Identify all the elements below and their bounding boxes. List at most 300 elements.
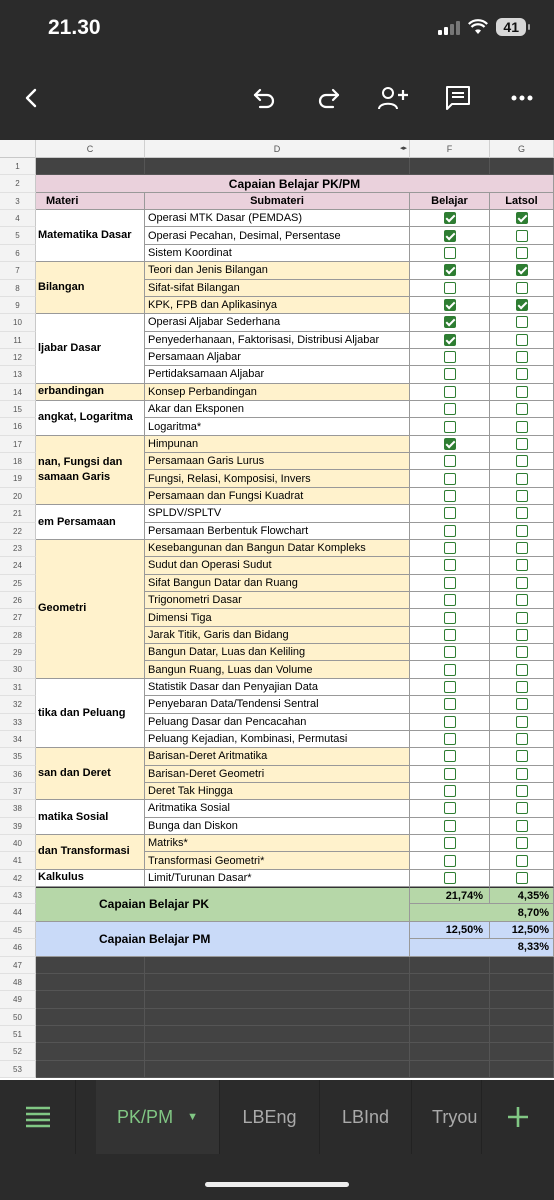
checkbox-cell[interactable] <box>410 644 490 661</box>
submateri-cell[interactable]: Barisan-Deret Aritmatika <box>145 748 410 765</box>
row-number[interactable]: 5 <box>0 227 36 244</box>
row-number[interactable]: 30 <box>0 661 36 678</box>
row-number[interactable]: 3 <box>0 193 36 210</box>
checkbox-cell[interactable] <box>490 262 554 279</box>
row-number[interactable]: 49 <box>0 991 36 1008</box>
materi-group-cell[interactable]: ljabar Dasar <box>36 314 145 383</box>
checkbox-unchecked[interactable] <box>516 334 528 346</box>
empty-cell[interactable] <box>410 1009 490 1026</box>
checkbox-cell[interactable] <box>490 332 554 349</box>
row-number[interactable]: 32 <box>0 696 36 713</box>
empty-cell[interactable] <box>490 957 554 974</box>
checkbox-unchecked[interactable] <box>516 594 528 606</box>
row-number[interactable]: 40 <box>0 835 36 852</box>
checkbox-cell[interactable] <box>490 644 554 661</box>
row-number[interactable]: 20 <box>0 488 36 505</box>
row-number[interactable]: 41 <box>0 852 36 869</box>
checkbox-checked[interactable] <box>516 299 528 311</box>
checkbox-unchecked[interactable] <box>516 612 528 624</box>
empty-cell[interactable] <box>410 991 490 1008</box>
tab-tryout[interactable]: Tryou <box>412 1080 482 1154</box>
materi-group-cell[interactable]: tika dan Peluang <box>36 679 145 748</box>
checkbox-cell[interactable] <box>490 783 554 800</box>
row-number[interactable]: 53 <box>0 1061 36 1078</box>
row-number[interactable]: 6 <box>0 245 36 262</box>
submateri-cell[interactable]: Matriks* <box>145 835 410 852</box>
row-number[interactable]: 42 <box>0 870 36 887</box>
checkbox-cell[interactable] <box>490 557 554 574</box>
checkbox-cell[interactable] <box>490 627 554 644</box>
checkbox-unchecked[interactable] <box>516 386 528 398</box>
checkbox-cell[interactable] <box>490 748 554 765</box>
materi-group-cell[interactable]: Bilangan <box>36 262 145 314</box>
checkbox-cell[interactable] <box>490 470 554 487</box>
checkbox-unchecked[interactable] <box>516 559 528 571</box>
checkbox-cell[interactable] <box>490 488 554 505</box>
materi-group-cell[interactable]: dan Transformasi <box>36 835 145 870</box>
row-number[interactable]: 29 <box>0 644 36 661</box>
empty-cell[interactable] <box>145 974 410 991</box>
tab-lbind[interactable]: LBInd <box>320 1080 412 1154</box>
submateri-cell[interactable]: Penyebaran Data/Tendensi Sentral <box>145 696 410 713</box>
checkbox-cell[interactable] <box>410 609 490 626</box>
checkbox-checked[interactable] <box>444 316 456 328</box>
checkbox-unchecked[interactable] <box>444 559 456 571</box>
submateri-cell[interactable]: SPLDV/SPLTV <box>145 505 410 522</box>
row-number[interactable]: 38 <box>0 800 36 817</box>
checkbox-checked[interactable] <box>516 212 528 224</box>
empty-cell[interactable] <box>410 1061 490 1078</box>
checkbox-unchecked[interactable] <box>444 421 456 433</box>
submateri-cell[interactable]: Akar dan Eksponen <box>145 401 410 418</box>
row-number[interactable]: 52 <box>0 1043 36 1060</box>
row-number[interactable]: 28 <box>0 627 36 644</box>
checkbox-cell[interactable] <box>410 800 490 817</box>
more-icon[interactable] <box>502 78 542 118</box>
materi-group-cell[interactable]: san dan Deret <box>36 748 145 800</box>
empty-cell[interactable] <box>36 158 145 175</box>
checkbox-unchecked[interactable] <box>516 542 528 554</box>
checkbox-unchecked[interactable] <box>444 490 456 502</box>
tab-pk-pm[interactable] <box>96 1080 220 1154</box>
checkbox-cell[interactable] <box>490 766 554 783</box>
checkbox-cell[interactable] <box>410 418 490 435</box>
checkbox-cell[interactable] <box>490 540 554 557</box>
checkbox-unchecked[interactable] <box>444 802 456 814</box>
checkbox-cell[interactable] <box>490 227 554 244</box>
checkbox-cell[interactable] <box>490 384 554 401</box>
checkbox-unchecked[interactable] <box>516 716 528 728</box>
materi-group-cell[interactable]: matika Sosial <box>36 800 145 835</box>
checkbox-cell[interactable] <box>490 505 554 522</box>
tab-dropdown-icon[interactable]: ▼ <box>187 1111 198 1123</box>
checkbox-unchecked[interactable] <box>444 698 456 710</box>
submateri-cell[interactable]: Statistik Dasar dan Penyajian Data <box>145 679 410 696</box>
row-number[interactable]: 37 <box>0 783 36 800</box>
checkbox-unchecked[interactable] <box>516 247 528 259</box>
checkbox-cell[interactable] <box>410 436 490 453</box>
checkbox-cell[interactable] <box>490 297 554 314</box>
row-number[interactable]: 18 <box>0 453 36 470</box>
checkbox-cell[interactable] <box>410 227 490 244</box>
empty-cell[interactable] <box>36 991 145 1008</box>
checkbox-unchecked[interactable] <box>444 473 456 485</box>
row-number[interactable]: 17 <box>0 436 36 453</box>
row-number[interactable]: 44 <box>0 904 36 921</box>
checkbox-unchecked[interactable] <box>516 802 528 814</box>
row-number[interactable]: 50 <box>0 1009 36 1026</box>
checkbox-unchecked[interactable] <box>516 698 528 710</box>
redo-icon[interactable] <box>308 78 348 118</box>
row-number[interactable]: 51 <box>0 1026 36 1043</box>
checkbox-cell[interactable] <box>410 870 490 887</box>
submateri-cell[interactable]: Operasi Aljabar Sederhana <box>145 314 410 331</box>
submateri-cell[interactable]: Fungsi, Relasi, Komposisi, Invers <box>145 470 410 487</box>
row-number[interactable]: 43 <box>0 887 36 904</box>
checkbox-cell[interactable] <box>490 245 554 262</box>
checkbox-unchecked[interactable] <box>444 820 456 832</box>
checkbox-unchecked[interactable] <box>444 525 456 537</box>
checkbox-checked[interactable] <box>444 438 456 450</box>
checkbox-unchecked[interactable] <box>516 577 528 589</box>
checkbox-unchecked[interactable] <box>516 768 528 780</box>
submateri-cell[interactable]: Bunga dan Diskon <box>145 818 410 835</box>
checkbox-unchecked[interactable] <box>444 577 456 589</box>
corner-cell[interactable] <box>0 140 36 158</box>
checkbox-cell[interactable] <box>410 332 490 349</box>
submateri-cell[interactable]: Limit/Turunan Dasar* <box>145 870 410 887</box>
checkbox-unchecked[interactable] <box>444 386 456 398</box>
checkbox-cell[interactable] <box>410 661 490 678</box>
empty-cell[interactable] <box>145 1009 410 1026</box>
empty-cell[interactable] <box>36 1026 145 1043</box>
checkbox-unchecked[interactable] <box>444 750 456 762</box>
row-number[interactable]: 9 <box>0 297 36 314</box>
checkbox-unchecked[interactable] <box>516 455 528 467</box>
checkbox-unchecked[interactable] <box>516 855 528 867</box>
submateri-cell[interactable]: Himpunan <box>145 436 410 453</box>
row-number[interactable]: 16 <box>0 418 36 435</box>
empty-cell[interactable] <box>145 158 410 175</box>
column-header-g[interactable]: G <box>490 140 554 158</box>
checkbox-unchecked[interactable] <box>516 646 528 658</box>
empty-cell[interactable] <box>36 1061 145 1078</box>
checkbox-cell[interactable] <box>490 349 554 366</box>
checkbox-unchecked[interactable] <box>516 629 528 641</box>
checkbox-cell[interactable] <box>410 852 490 869</box>
row-number[interactable]: 8 <box>0 280 36 297</box>
spreadsheet-grid[interactable] <box>0 140 554 1080</box>
checkbox-cell[interactable] <box>490 401 554 418</box>
empty-cell[interactable] <box>36 1009 145 1026</box>
checkbox-unchecked[interactable] <box>444 733 456 745</box>
all-sheets-menu-icon[interactable] <box>0 1080 76 1154</box>
checkbox-cell[interactable] <box>410 262 490 279</box>
submateri-cell[interactable]: Transformasi Geometri* <box>145 852 410 869</box>
checkbox-cell[interactable] <box>410 314 490 331</box>
checkbox-unchecked[interactable] <box>516 837 528 849</box>
checkbox-cell[interactable] <box>490 210 554 227</box>
checkbox-checked[interactable] <box>444 212 456 224</box>
submateri-cell[interactable]: Sifat-sifat Bilangan <box>145 280 410 297</box>
checkbox-checked[interactable] <box>444 299 456 311</box>
row-number[interactable]: 47 <box>0 957 36 974</box>
empty-cell[interactable] <box>490 1009 554 1026</box>
checkbox-unchecked[interactable] <box>444 646 456 658</box>
materi-group-cell[interactable]: erbandingan <box>36 384 145 401</box>
checkbox-unchecked[interactable] <box>444 612 456 624</box>
checkbox-unchecked[interactable] <box>516 316 528 328</box>
checkbox-cell[interactable] <box>490 453 554 470</box>
row-number[interactable]: 46 <box>0 939 36 956</box>
empty-cell[interactable] <box>145 1061 410 1078</box>
checkbox-cell[interactable] <box>490 731 554 748</box>
checkbox-unchecked[interactable] <box>444 785 456 797</box>
checkbox-unchecked[interactable] <box>444 542 456 554</box>
checkbox-cell[interactable] <box>490 835 554 852</box>
checkbox-checked[interactable] <box>444 264 456 276</box>
row-number[interactable]: 10 <box>0 314 36 331</box>
checkbox-unchecked[interactable] <box>444 768 456 780</box>
row-number[interactable]: 13 <box>0 366 36 383</box>
empty-cell[interactable] <box>490 1061 554 1078</box>
submateri-cell[interactable]: Penyederhanaan, Faktorisasi, Distribusi Aljabar <box>145 332 410 349</box>
checkbox-cell[interactable] <box>490 592 554 609</box>
checkbox-cell[interactable] <box>490 714 554 731</box>
checkbox-unchecked[interactable] <box>516 421 528 433</box>
checkbox-unchecked[interactable] <box>516 681 528 693</box>
checkbox-unchecked[interactable] <box>444 629 456 641</box>
row-number[interactable]: 7 <box>0 262 36 279</box>
checkbox-cell[interactable] <box>410 731 490 748</box>
checkbox-cell[interactable] <box>410 714 490 731</box>
column-header-f[interactable]: F <box>410 140 490 158</box>
submateri-cell[interactable]: KPK, FPB dan Aplikasinya <box>145 297 410 314</box>
checkbox-unchecked[interactable] <box>444 837 456 849</box>
submateri-cell[interactable]: Peluang Kejadian, Kombinasi, Permutasi <box>145 731 410 748</box>
empty-cell[interactable] <box>36 974 145 991</box>
checkbox-cell[interactable] <box>490 523 554 540</box>
hidden-column-arrows-icon[interactable]: ◂▸ <box>400 145 408 152</box>
submateri-cell[interactable]: Operasi Pecahan, Desimal, Persentase <box>145 227 410 244</box>
checkbox-cell[interactable] <box>410 366 490 383</box>
submateri-cell[interactable]: Persamaan Aljabar <box>145 349 410 366</box>
checkbox-unchecked[interactable] <box>444 594 456 606</box>
submateri-cell[interactable]: Aritmatika Sosial <box>145 800 410 817</box>
checkbox-checked[interactable] <box>516 264 528 276</box>
checkbox-cell[interactable] <box>490 818 554 835</box>
empty-cell[interactable] <box>490 1026 554 1043</box>
checkbox-cell[interactable] <box>490 870 554 887</box>
checkbox-cell[interactable] <box>410 245 490 262</box>
empty-cell[interactable] <box>36 957 145 974</box>
checkbox-cell[interactable] <box>490 679 554 696</box>
tab-lbeng[interactable]: LBEng <box>220 1080 320 1154</box>
row-number[interactable]: 25 <box>0 575 36 592</box>
submateri-cell[interactable]: Persamaan Garis Lurus <box>145 453 410 470</box>
checkbox-unchecked[interactable] <box>444 507 456 519</box>
submateri-cell[interactable]: Trigonometri Dasar <box>145 592 410 609</box>
checkbox-unchecked[interactable] <box>444 282 456 294</box>
checkbox-cell[interactable] <box>410 766 490 783</box>
checkbox-cell[interactable] <box>410 297 490 314</box>
row-number[interactable]: 31 <box>0 679 36 696</box>
row-number[interactable]: 35 <box>0 748 36 765</box>
submateri-cell[interactable]: Sistem Koordinat <box>145 245 410 262</box>
checkbox-cell[interactable] <box>490 575 554 592</box>
checkbox-cell[interactable] <box>410 627 490 644</box>
submateri-cell[interactable]: Jarak Titik, Garis dan Bidang <box>145 627 410 644</box>
submateri-cell[interactable]: Logaritma* <box>145 418 410 435</box>
row-number[interactable]: 24 <box>0 557 36 574</box>
checkbox-cell[interactable] <box>490 314 554 331</box>
row-number[interactable]: 39 <box>0 818 36 835</box>
checkbox-cell[interactable] <box>410 679 490 696</box>
row-number[interactable]: 12 <box>0 349 36 366</box>
materi-group-cell[interactable]: nan, Fungsi dan samaan Garis <box>36 436 145 505</box>
empty-cell[interactable] <box>490 991 554 1008</box>
checkbox-cell[interactable] <box>490 609 554 626</box>
empty-cell[interactable] <box>410 957 490 974</box>
submateri-cell[interactable]: Konsep Perbandingan <box>145 384 410 401</box>
checkbox-unchecked[interactable] <box>516 820 528 832</box>
checkbox-cell[interactable] <box>410 488 490 505</box>
row-number[interactable]: 22 <box>0 523 36 540</box>
submateri-cell[interactable]: Sudut dan Operasi Sudut <box>145 557 410 574</box>
submateri-cell[interactable]: Kesebangunan dan Bangun Datar Kompleks <box>145 540 410 557</box>
checkbox-cell[interactable] <box>410 523 490 540</box>
checkbox-cell[interactable] <box>490 661 554 678</box>
checkbox-cell[interactable] <box>410 401 490 418</box>
materi-group-cell[interactable]: Matematika Dasar <box>36 210 145 262</box>
submateri-cell[interactable]: Pertidaksamaan Aljabar <box>145 366 410 383</box>
checkbox-cell[interactable] <box>490 800 554 817</box>
checkbox-unchecked[interactable] <box>444 681 456 693</box>
checkbox-unchecked[interactable] <box>516 368 528 380</box>
checkbox-checked[interactable] <box>444 334 456 346</box>
checkbox-unchecked[interactable] <box>516 230 528 242</box>
empty-cell[interactable] <box>145 991 410 1008</box>
row-number[interactable]: 26 <box>0 592 36 609</box>
checkbox-unchecked[interactable] <box>444 351 456 363</box>
empty-cell[interactable] <box>410 158 490 175</box>
checkbox-unchecked[interactable] <box>516 525 528 537</box>
checkbox-unchecked[interactable] <box>516 872 528 884</box>
row-number[interactable]: 23 <box>0 540 36 557</box>
row-number[interactable]: 4 <box>0 210 36 227</box>
checkbox-unchecked[interactable] <box>516 785 528 797</box>
submateri-cell[interactable]: Dimensi Tiga <box>145 609 410 626</box>
submateri-cell[interactable]: Persamaan dan Fungsi Kuadrat <box>145 488 410 505</box>
empty-cell[interactable] <box>410 1043 490 1060</box>
row-number[interactable]: 36 <box>0 766 36 783</box>
empty-cell[interactable] <box>410 1026 490 1043</box>
undo-icon[interactable] <box>245 78 285 118</box>
checkbox-cell[interactable] <box>410 575 490 592</box>
checkbox-cell[interactable] <box>410 470 490 487</box>
checkbox-unchecked[interactable] <box>516 733 528 745</box>
submateri-cell[interactable]: Teori dan Jenis Bilangan <box>145 262 410 279</box>
back-icon[interactable] <box>12 78 52 118</box>
add-person-icon[interactable] <box>373 78 413 118</box>
checkbox-cell[interactable] <box>490 366 554 383</box>
empty-cell[interactable] <box>145 1026 410 1043</box>
checkbox-unchecked[interactable] <box>516 438 528 450</box>
checkbox-cell[interactable] <box>410 557 490 574</box>
column-header-d[interactable]: D <box>145 140 410 158</box>
submateri-cell[interactable]: Bangun Datar, Luas dan Keliling <box>145 644 410 661</box>
row-number[interactable]: 48 <box>0 974 36 991</box>
checkbox-unchecked[interactable] <box>444 455 456 467</box>
checkbox-cell[interactable] <box>410 783 490 800</box>
checkbox-unchecked[interactable] <box>516 403 528 415</box>
row-number[interactable]: 11 <box>0 332 36 349</box>
checkbox-cell[interactable] <box>490 852 554 869</box>
checkbox-cell[interactable] <box>410 818 490 835</box>
row-number[interactable]: 1 <box>0 158 36 175</box>
checkbox-cell[interactable] <box>410 592 490 609</box>
checkbox-cell[interactable] <box>490 280 554 297</box>
checkbox-cell[interactable] <box>410 384 490 401</box>
checkbox-unchecked[interactable] <box>516 490 528 502</box>
checkbox-unchecked[interactable] <box>516 351 528 363</box>
row-number[interactable]: 14 <box>0 384 36 401</box>
checkbox-cell[interactable] <box>410 349 490 366</box>
checkbox-cell[interactable] <box>410 210 490 227</box>
checkbox-cell[interactable] <box>410 540 490 557</box>
checkbox-unchecked[interactable] <box>444 716 456 728</box>
checkbox-unchecked[interactable] <box>516 750 528 762</box>
checkbox-cell[interactable] <box>410 835 490 852</box>
empty-cell[interactable] <box>36 1043 145 1060</box>
checkbox-cell[interactable] <box>410 696 490 713</box>
checkbox-unchecked[interactable] <box>516 473 528 485</box>
submateri-cell[interactable]: Peluang Dasar dan Pencacahan <box>145 714 410 731</box>
checkbox-unchecked[interactable] <box>516 507 528 519</box>
checkbox-unchecked[interactable] <box>516 664 528 676</box>
submateri-cell[interactable]: Barisan-Deret Geometri <box>145 766 410 783</box>
submateri-cell[interactable]: Persamaan Berbentuk Flowchart <box>145 523 410 540</box>
row-number[interactable]: 27 <box>0 609 36 626</box>
column-header-c[interactable]: C <box>36 140 145 158</box>
submateri-cell[interactable]: Sifat Bangun Datar dan Ruang <box>145 575 410 592</box>
comment-icon[interactable] <box>438 78 478 118</box>
checkbox-unchecked[interactable] <box>444 872 456 884</box>
submateri-cell[interactable]: Deret Tak Hingga <box>145 783 410 800</box>
checkbox-unchecked[interactable] <box>444 247 456 259</box>
submateri-cell[interactable]: Operasi MTK Dasar (PEMDAS) <box>145 210 410 227</box>
row-number[interactable]: 21 <box>0 505 36 522</box>
checkbox-cell[interactable] <box>410 748 490 765</box>
checkbox-cell[interactable] <box>410 505 490 522</box>
empty-cell[interactable] <box>145 957 410 974</box>
row-number[interactable]: 2 <box>0 175 36 192</box>
row-number[interactable]: 19 <box>0 470 36 487</box>
empty-cell[interactable] <box>490 974 554 991</box>
materi-group-cell[interactable]: em Persamaan <box>36 505 145 540</box>
checkbox-unchecked[interactable] <box>516 282 528 294</box>
checkbox-cell[interactable] <box>490 436 554 453</box>
empty-cell[interactable] <box>490 158 554 175</box>
row-number[interactable]: 45 <box>0 922 36 939</box>
submateri-cell[interactable]: Bangun Ruang, Luas dan Volume <box>145 661 410 678</box>
row-number[interactable]: 34 <box>0 731 36 748</box>
checkbox-cell[interactable] <box>410 280 490 297</box>
empty-cell[interactable] <box>490 1043 554 1060</box>
row-number[interactable]: 33 <box>0 714 36 731</box>
add-sheet-icon[interactable] <box>482 1080 554 1154</box>
checkbox-unchecked[interactable] <box>444 403 456 415</box>
